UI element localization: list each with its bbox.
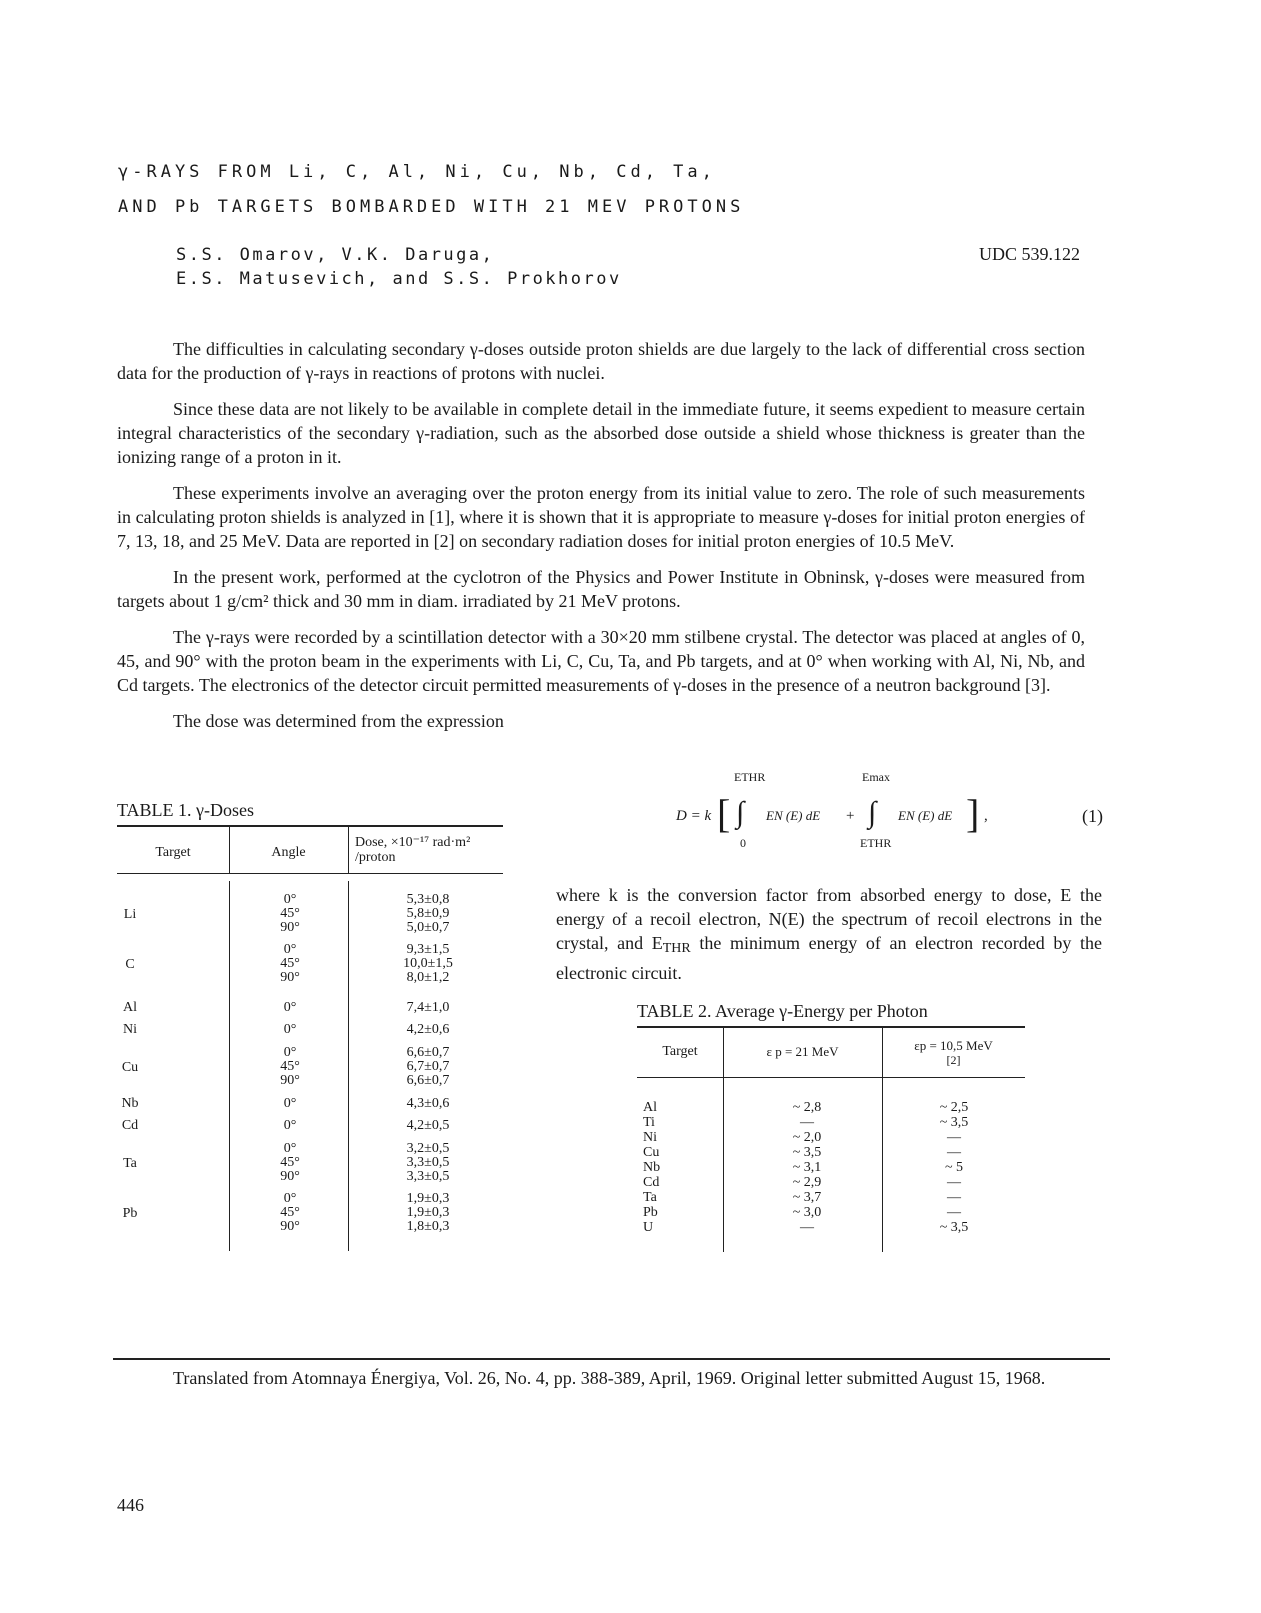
- paragraph: The dose was determined from the expression: [173, 711, 504, 731]
- table2-header-target: Target: [662, 1044, 698, 1059]
- table2-top-rule: [637, 1026, 1025, 1028]
- table1-angle: 0°: [283, 1045, 297, 1060]
- equation-comma: ,: [984, 808, 988, 824]
- title-line-2: AND Pb TARGETS BOMBARDED WITH 21 MEV PROTONS: [118, 197, 745, 217]
- table1-angle: 0°: [283, 1096, 297, 1111]
- table2: [637, 1026, 1025, 1254]
- table2-value-10mev: —: [947, 1175, 961, 1190]
- table1-dose: 6,6±0,7: [406, 1045, 450, 1060]
- table1-target: Pb: [122, 1206, 138, 1221]
- table2-target: Cd: [643, 1175, 660, 1190]
- table2-value-21mev: ~ 3,0: [792, 1205, 822, 1220]
- table2-value-10mev: ~ 3,5: [939, 1220, 969, 1235]
- page-number: 446: [117, 1495, 144, 1515]
- table1-dose: 5,0±0,7: [406, 920, 450, 935]
- table2-value-21mev: ~ 2,0: [792, 1130, 822, 1145]
- table1-dose: 5,8±0,9: [406, 906, 450, 921]
- table2-header-21mev: ε p = 21 MeV: [766, 1044, 839, 1059]
- table1-angle: 45°: [280, 1155, 300, 1170]
- equation-number: (1): [1082, 806, 1103, 826]
- table2-value-21mev: ~ 3,1: [792, 1160, 822, 1175]
- table1-header-target: Target: [155, 845, 191, 860]
- table2-value-10mev: ~ 2,5: [939, 1100, 969, 1115]
- table2-header-ref: [2]: [946, 1053, 961, 1067]
- table2-target: Ti: [643, 1115, 655, 1130]
- table1-dose: 3,2±0,5: [406, 1141, 450, 1156]
- table1-vline: [348, 881, 349, 1251]
- table1-angle: 0°: [283, 1022, 297, 1037]
- table1-dose: 5,3±0,8: [406, 892, 450, 907]
- table2-value-21mev: ~ 3,7: [792, 1190, 822, 1205]
- table1-dose: 7,4±1,0: [406, 1000, 450, 1015]
- integral-icon: ∫: [736, 796, 745, 829]
- table1-angle: 45°: [280, 1205, 300, 1220]
- table1-dose: 10,0±1,5: [403, 956, 453, 971]
- table1-angle: 45°: [280, 1059, 300, 1074]
- table1-dose: 6,6±0,7: [406, 1073, 450, 1088]
- table1-angle: 0°: [283, 1000, 297, 1015]
- table1: [117, 825, 503, 1257]
- table1-dose: 1,9±0,3: [406, 1205, 450, 1220]
- table1-header-angle: Angle: [271, 845, 306, 860]
- equation-lhs: D = k: [676, 808, 712, 824]
- table1-caption: TABLE 1. γ-Doses: [117, 800, 254, 820]
- table1-angle: 0°: [283, 1191, 297, 1206]
- table1-dose: 9,3±1,5: [406, 942, 450, 957]
- bracket-close-icon: ]: [966, 791, 980, 836]
- plus-sign: +: [846, 808, 855, 824]
- table1-dose: 1,8±0,3: [406, 1219, 450, 1234]
- table1-angle: 45°: [280, 956, 300, 971]
- table2-header-10mev: εp = 10,5 MeV: [914, 1038, 993, 1053]
- integral2-lower: ETHR: [860, 836, 892, 850]
- table1-angle: 0°: [283, 1118, 297, 1133]
- table2-value-10mev: —: [947, 1145, 961, 1160]
- table1-target: Cu: [121, 1060, 139, 1075]
- table2-target: Cu: [643, 1145, 660, 1160]
- footnote-rule: [113, 1358, 1110, 1360]
- table2-value-21mev: —: [800, 1115, 814, 1130]
- table2-target: U: [643, 1220, 654, 1235]
- table1-target: Ni: [123, 1022, 137, 1037]
- bracket-open-icon: [: [717, 791, 731, 836]
- table1-angle: 0°: [283, 892, 297, 907]
- integrand-1: EN (E) dE: [766, 808, 821, 823]
- table1-angle: 0°: [283, 1141, 297, 1156]
- table2-target: Ni: [643, 1130, 657, 1145]
- footnote: Translated from Atomnaya Énergiya, Vol. 26, No. 4, pp. 388-389, April, 1969. Original letter submitted August 15, 1968.: [173, 1368, 1046, 1388]
- table1-dose: 1,9±0,3: [406, 1191, 450, 1206]
- title-line-1: γ-RAYS FROM Li, C, Al, Ni, Cu, Nb, Cd, Ta,: [118, 162, 716, 182]
- table1-dose: 4,2±0,6: [406, 1022, 450, 1037]
- table1-dose: 3,3±0,5: [406, 1169, 450, 1184]
- table1-target: C: [125, 957, 135, 972]
- body-text: [117, 337, 1085, 745]
- table1-header-dose: Dose, ×10⁻¹⁷ rad·m²: [355, 835, 471, 850]
- table2-target: Ta: [643, 1190, 657, 1205]
- table2-value-21mev: —: [800, 1220, 814, 1235]
- table1-top-rule: [117, 825, 503, 827]
- table1-angle: 90°: [280, 970, 300, 985]
- table1-target: Al: [123, 1000, 137, 1015]
- paragraph: These experiments involve an averaging over the proton energy from its initial value to zero. The role of such measurements in calculating proton shields is analyzed in [1], where it is shown that it is appropriate to measure γ-doses for initial proton energies of 7, 13, 18, and 25 MeV. Data are reported in [2] on secondary radiation doses for initial proton energies of 10.5 MeV.: [117, 483, 1085, 551]
- integral2-upper: Emax: [862, 770, 891, 784]
- table1-angle: 90°: [280, 920, 300, 935]
- udc-code: UDC 539.122: [979, 244, 1081, 264]
- table1-dose: 3,3±0,5: [406, 1155, 450, 1170]
- table2-value-10mev: ~ 3,5: [939, 1115, 969, 1130]
- table1-dose: 6,7±0,7: [406, 1059, 450, 1074]
- equation-1: [676, 770, 1006, 860]
- table1-target: Ta: [123, 1156, 137, 1171]
- table2-target: Al: [643, 1100, 657, 1115]
- table2-value-10mev: —: [947, 1190, 961, 1205]
- table1-vline: [229, 881, 230, 1251]
- paragraph: The difficulties in calculating secondary γ-doses outside proton shields are due largely to the lack of differential cross section data for the production of γ-rays in reactions of protons with nuclei.: [117, 339, 1085, 383]
- formula-explanation: where k is the conversion factor from absorbed energy to dose, E the energy of a recoil electron, N(E) the spectrum of recoil electrons in the crystal, and ETHR the minimum energy of an electron recorded by the electronic circuit.: [556, 885, 1102, 983]
- table2-value-10mev: ~ 5: [944, 1160, 964, 1175]
- table1-dose: 4,2±0,5: [406, 1118, 450, 1133]
- table2-value-21mev: ~ 2,9: [792, 1175, 822, 1190]
- table2-target: Nb: [643, 1160, 661, 1175]
- table2-target: Pb: [643, 1205, 658, 1220]
- integrand-2: EN (E) dE: [898, 808, 953, 823]
- table1-target: Li: [123, 907, 137, 922]
- table1-target: Cd: [121, 1118, 139, 1133]
- table1-dose: 4,3±0,6: [406, 1096, 450, 1111]
- integral1-lower: 0: [740, 836, 746, 850]
- paragraph: Since these data are not likely to be available in complete detail in the immediate future, it seems expedient to measure certain integral characteristics of the secondary γ-radiation, such as the absorbed dose outside a shield whose thickness is greater than the ionizing range of a proton in it.: [117, 399, 1085, 467]
- authors-line-2: E.S. Matusevich, and S.S. Prokhorov: [176, 269, 622, 289]
- table2-value-10mev: —: [947, 1205, 961, 1220]
- integral-icon: ∫: [868, 796, 877, 829]
- table1-dose: 8,0±1,2: [406, 970, 450, 985]
- table1-angle: 90°: [280, 1219, 300, 1234]
- table1-angle: 0°: [283, 942, 297, 957]
- integral1-upper: ETHR: [734, 770, 766, 784]
- table2-value-10mev: —: [947, 1130, 961, 1145]
- table1-angle: 90°: [280, 1169, 300, 1184]
- paragraph: The γ-rays were recorded by a scintillation detector with a 30×20 mm stilbene crystal. The detector was placed at angles of 0, 45, and 90° with the proton beam in the experiments with Li, C, Cu, Ta, and Pb targets, and at 0° when working with Al, Ni, Nb, and Cd targets. The electronics of the detector circuit permitted measurements of γ-doses in the presence of a neutron background [3].: [117, 627, 1085, 695]
- table1-angle: 90°: [280, 1073, 300, 1088]
- table1-vline: [348, 825, 349, 873]
- table1-header-proton: /proton: [355, 850, 396, 865]
- table2-caption: TABLE 2. Average γ-Energy per Photon: [637, 1001, 928, 1021]
- table2-header-rule: [637, 1077, 1025, 1078]
- table2-value-21mev: ~ 2,8: [792, 1100, 822, 1115]
- table1-target: Nb: [121, 1096, 139, 1111]
- table2-value-21mev: ~ 3,5: [792, 1145, 822, 1160]
- table1-angle: 45°: [280, 906, 300, 921]
- authors-line-1: S.S. Omarov, V.K. Daruga,: [176, 245, 495, 265]
- table1-header-rule: [117, 873, 503, 874]
- paragraph: In the present work, performed at the cyclotron of the Physics and Power Institute in Obninsk, γ-doses were measured from targets about 1 g/cm² thick and 30 mm in diam. irradiated by 21 MeV protons.: [117, 567, 1085, 611]
